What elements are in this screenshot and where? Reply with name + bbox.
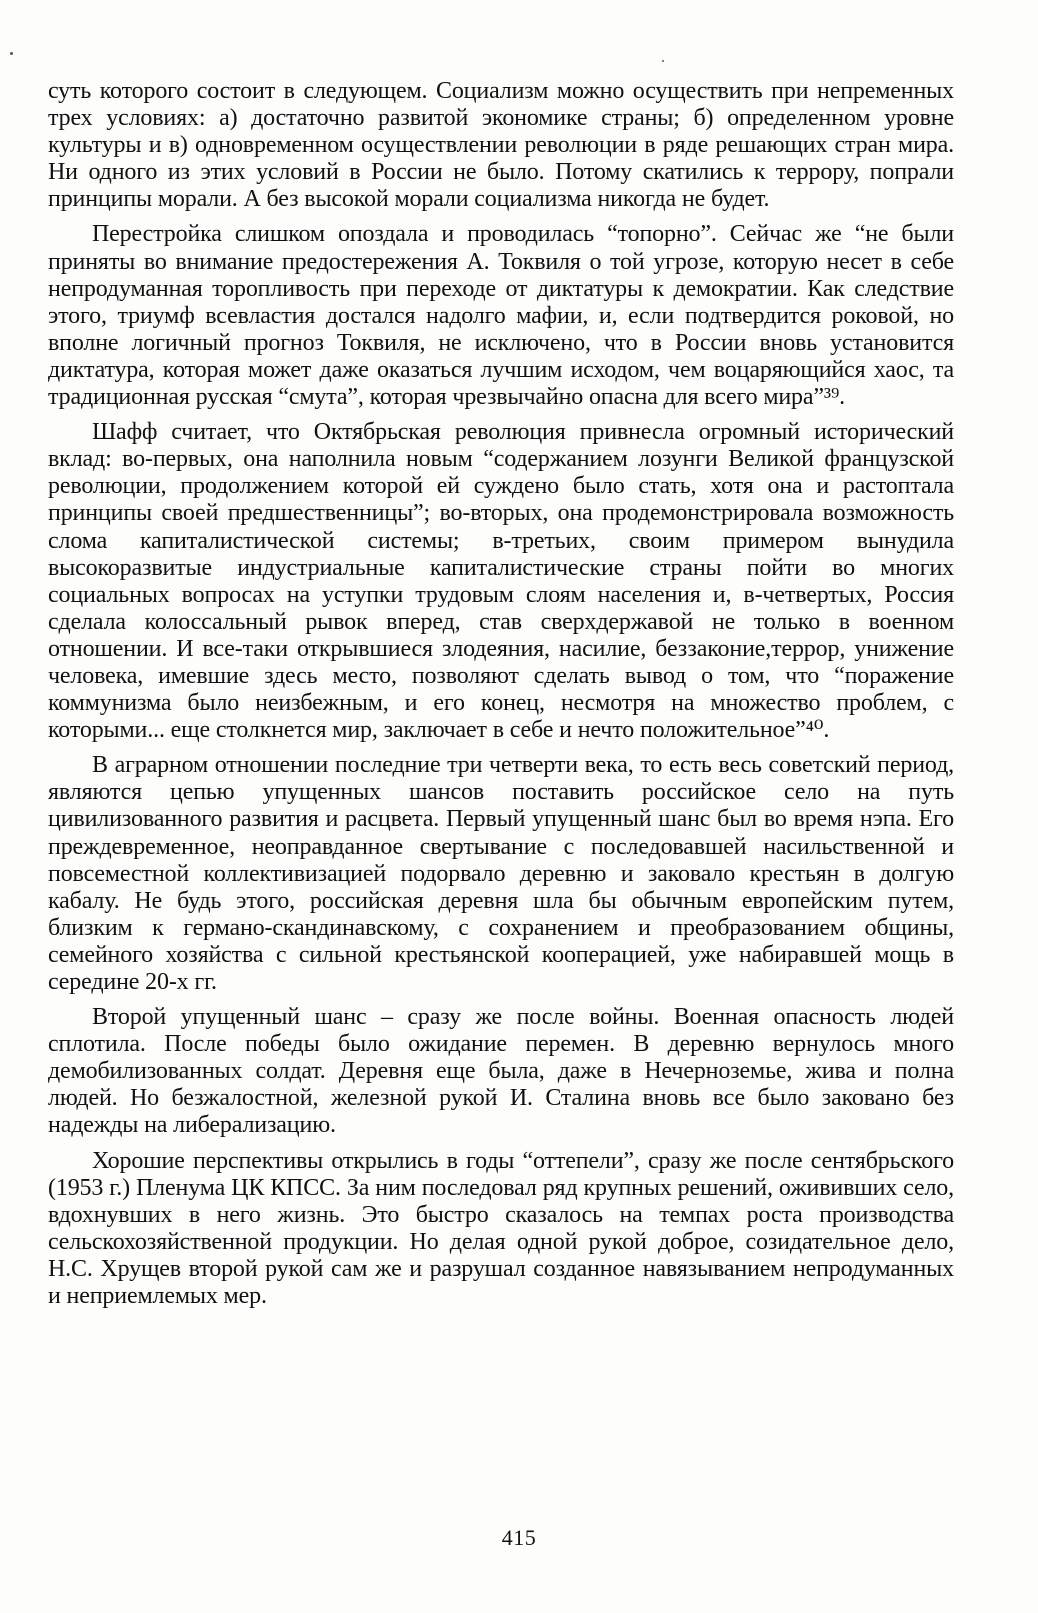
paragraph-3: Шафф считает, что Октябрьская революция привнесла огромный исторический вклад: во-первых, она наполнила новым “содержанием лозунги Великой французской революции, продолжением которой ей суждено было стать, хотя она и растоптала принципы своей предшественницы”; во-вторых, она продемонстрировала возможность слома капиталистической системы; в-третьих, своим примером вынудила высокоразвитые индустриальные капиталистические страны пойти во многих социальных вопросах на уступки трудовым слоям населения и, в-четвертых, Россия сделала колоссальный рывок вперед, став сверхдержавой не только в военном отношении. И все-таки открывшиеся злодеяния, насилие, беззаконие,террор, унижение человека, имевшие здесь место, позволяют сделать вывод о том, что “поражение коммунизма было неизбежным, и его конец, несмотря на множество проблем, с которыми... еще столкнется мир, заключает в себе и нечто положительное”⁴⁰. [48, 419, 954, 744]
paragraph-4: В аграрном отношении последние три четверти века, то есть весь советский период, являются цепью упущенных шансов поставить российское село на путь цивилизованного развития и расцвета. Первый упущенный шанс был во время нэпа. Его преждевременное, неоправданное свертывание с последовавшей насильственной и повсеместной коллективизацией подорвало деревню и заковало крестьян в долгую кабалу. Не будь этого, российская деревня шла бы обычным европейским путем, близким к германо-скандинавскому, с сохранением и преобразованием общины, семейного хозяйства с сильной крестьянской кооперацией, уже набиравшей мощь в середине 20-х гг. [48, 752, 954, 995]
paragraph-1: суть которого состоит в следующем. Социализм можно осуществить при непременных трех условиях: а) достаточно развитой экономике страны; б) определенном уровне культуры и в) одновременном осуществлении революции в ряде решающих стран мира. Ни одного из этих условий в России не было. Потому скатились к террору, попрали принципы морали. А без высокой морали социализма никогда не будет. [48, 78, 954, 213]
page-number: 415 [501, 1525, 537, 1550]
scan-speck [662, 60, 664, 62]
paragraph-2: Перестройка слишком опоздала и проводилась “топорно”. Сейчас же “не были приняты во внимание предостережения А. Токвиля о той угрозе, которую несет в себе непродуманная торопливость при переходе от диктатуры к демократии. Как следствие этого, триумф всевластия достался надолго мафии, и, если подтвердится роковой, но вполне логичный прогноз Токвиля, не исключено, что в России вновь установится диктатура, которая может даже оказаться лучшим исходом, чем воцаряющийся хаос, та традиционная русская “смута”, которая чрезвычайно опасна для всего мира”³⁹. [48, 221, 954, 411]
body-text [48, 78, 954, 1310]
scan-speck [10, 52, 13, 55]
paragraph-5: Второй упущенный шанс – сразу же после войны. Военная опасность людей сплотила. После победы было ожидание перемен. В деревню вернулось много демобилизованных солдат. Деревня еще была, даже в Нечерноземье, жива и полна людей. Но безжалостной, железной рукой И. Сталина вновь все было заковано без надежды на либерализацию. [48, 1004, 954, 1139]
paragraph-6: Хорошие перспективы открылись в годы “оттепели”, сразу же после сентябрьского (1953 г.) Пленума ЦК КПСС. За ним последовал ряд крупных решений, ожививших село, вдохнувших в него жизнь. Это быстро сказалось на темпах роста производства сельскохозяйственной продукции. Но делая одной рукой доброе, созидательное дело, Н.С. Хрущев второй рукой сам же и разрушал созданное навязыванием непродуманных и неприемлемых мер. [48, 1147, 954, 1310]
